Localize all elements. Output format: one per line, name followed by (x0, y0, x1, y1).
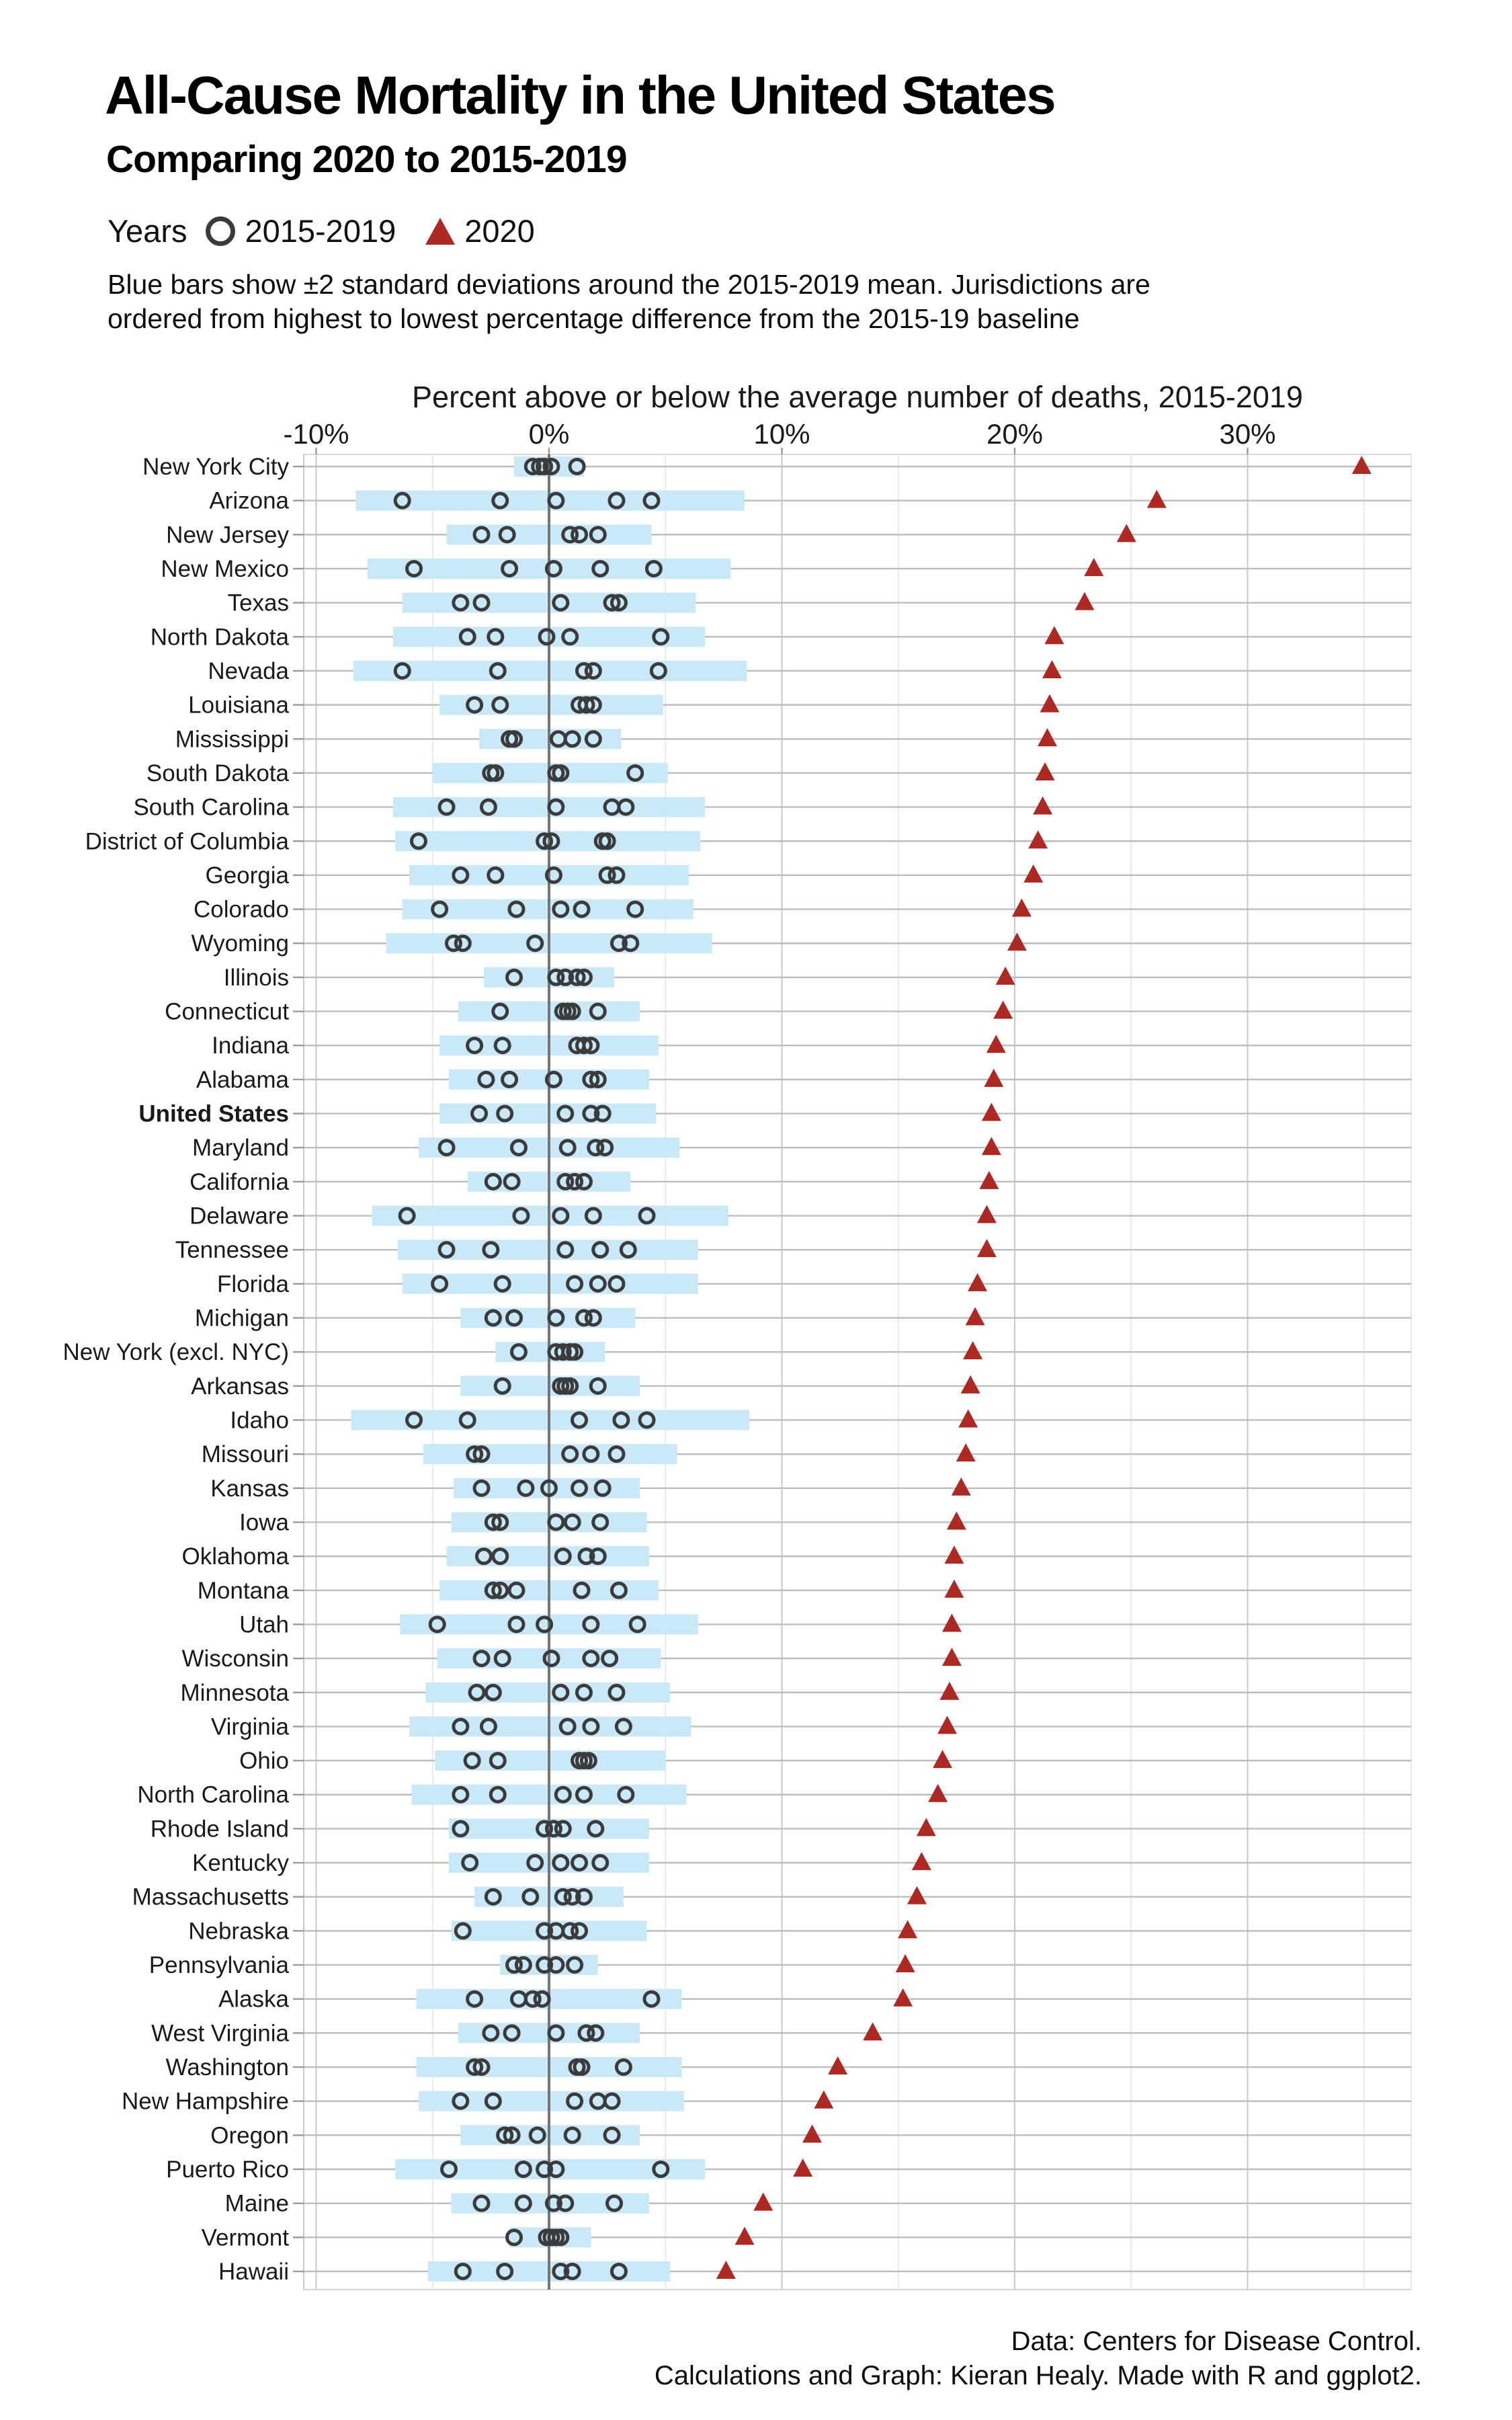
marker-2020-triangle (898, 1920, 917, 1938)
row-label: Idaho (230, 1407, 289, 1434)
row-label: North Carolina (137, 1781, 289, 1808)
row-label: South Dakota (146, 760, 289, 787)
marker-2020-triangle (1044, 626, 1064, 644)
marker-2020-triangle (961, 1375, 980, 1394)
marker-2020-triangle (933, 1750, 952, 1768)
x-tick-label: 10% (753, 418, 810, 450)
marker-2020-triangle (963, 1341, 982, 1359)
x-tick-label: 20% (986, 418, 1044, 450)
row-label: Iowa (239, 1509, 289, 1536)
marker-2020-triangle (996, 967, 1015, 985)
legend-label-2020: 2020 (464, 213, 535, 249)
row-label: Tennessee (175, 1237, 289, 1264)
marker-2020-triangle (956, 1443, 976, 1461)
row-label: New Mexico (161, 555, 289, 582)
marker-2020-triangle (1352, 456, 1372, 474)
marker-2020-triangle (1117, 524, 1136, 542)
marker-2020-triangle (828, 2056, 847, 2074)
x-tick-label: -10% (283, 418, 349, 450)
legend-label-2015-2019: 2015-2019 (245, 213, 396, 249)
marker-2020-triangle (1038, 728, 1057, 746)
row-label: Missouri (201, 1441, 289, 1468)
marker-2020-triangle (814, 2091, 833, 2109)
row-label: Nebraska (188, 1918, 289, 1945)
caption-note-line1: Blue bars show ±2 standard deviations around the 2015-2019 mean. Jurisdictions are (108, 269, 1150, 300)
marker-2020-triangle (753, 2193, 773, 2211)
marker-2020-triangle (863, 2022, 882, 2040)
legend-title: Years (108, 213, 187, 249)
row-label: Colorado (193, 896, 289, 923)
marker-2020-triangle (1033, 797, 1052, 815)
marker-2020-triangle (979, 1171, 999, 1189)
row-label: New Hampshire (122, 2088, 289, 2115)
row-label: Hawaii (218, 2258, 289, 2285)
row-label: New York City (142, 454, 289, 480)
marker-2020-triangle (958, 1409, 978, 1427)
marker-2020-triangle (977, 1205, 997, 1223)
row-label: District of Columbia (85, 828, 289, 855)
row-label: Puerto Rico (166, 2156, 289, 2183)
row-label: Oklahoma (181, 1543, 289, 1570)
row-label: Arizona (209, 487, 289, 514)
row-label: Maryland (192, 1135, 289, 1162)
marker-2020-triangle (982, 1137, 1001, 1155)
marker-2020-triangle (939, 1682, 959, 1700)
row-label: United States (138, 1100, 289, 1127)
marker-2020-triangle (937, 1716, 957, 1734)
x-tick-label: 0% (528, 418, 570, 450)
row-label: Vermont (201, 2224, 289, 2251)
marker-2020-triangle (1040, 694, 1059, 713)
row-label: Alaska (218, 1986, 289, 2013)
marker-2020-triangle (944, 1545, 964, 1564)
marker-2020-triangle (716, 2261, 736, 2279)
row-label: New Jersey (166, 522, 289, 549)
marker-2020-triangle (947, 1511, 966, 1529)
marker-2020-triangle (893, 1988, 913, 2007)
row-label: West Virginia (151, 2020, 289, 2047)
marker-2020-triangle (984, 1069, 1003, 1087)
marker-2020-triangle (1084, 558, 1103, 576)
row-label: Nevada (208, 657, 289, 684)
marker-2020-triangle (907, 1886, 927, 1904)
marker-2020-triangle (942, 1613, 962, 1631)
source-credit-line2: Calculations and Graph: Kieran Healy. Made with R and ggplot2. (654, 2361, 1422, 2390)
caption-note-line2: ordered from highest to lowest percentage difference from the 2015-19 baseline (108, 303, 1080, 334)
x-axis-title: Percent above or below the average number of deaths, 2015-2019 (412, 380, 1303, 414)
marker-2020-triangle (966, 1307, 985, 1326)
row-label: Illinois (223, 964, 289, 991)
marker-2020-triangle (977, 1239, 997, 1257)
row-label: Wyoming (191, 930, 289, 957)
row-label: North Dakota (150, 624, 289, 651)
row-label: Oregon (210, 2122, 289, 2149)
row-label: Ohio (239, 1748, 289, 1775)
x-tick-label: 30% (1219, 418, 1276, 450)
marker-2020-triangle (1147, 490, 1167, 508)
row-label: Connecticut (165, 998, 289, 1025)
marker-2020-triangle (917, 1818, 936, 1836)
marker-2020-triangle (993, 1001, 1013, 1019)
row-label: Wisconsin (181, 1646, 289, 1672)
marker-2020-triangle (1007, 932, 1027, 951)
row-label: Utah (239, 1611, 289, 1638)
marker-2020-triangle (735, 2226, 755, 2245)
marker-2020-triangle (912, 1852, 931, 1870)
row-label: Kentucky (192, 1850, 289, 1877)
row-label: Georgia (205, 862, 289, 889)
marker-2020-triangle (968, 1273, 987, 1291)
row-label: Indiana (212, 1033, 289, 1059)
row-label: New York (excl. NYC) (62, 1339, 289, 1366)
marker-2020-triangle (986, 1035, 1006, 1053)
page-subtitle: Comparing 2020 to 2015-2019 (106, 138, 627, 181)
source-credit-line1: Data: Centers for Disease Control. (1011, 2327, 1422, 2356)
row-label: South Carolina (133, 794, 289, 821)
row-label: Montana (197, 1577, 289, 1604)
page-title: All-Cause Mortality in the United States (105, 65, 1055, 125)
row-label: Minnesota (180, 1679, 289, 1706)
row-label: Michigan (194, 1305, 289, 1332)
row-label: Rhode Island (150, 1816, 289, 1843)
row-label: Virginia (210, 1713, 289, 1740)
row-label: Florida (217, 1270, 289, 1297)
row-label: California (190, 1168, 289, 1195)
row-label: Kansas (210, 1475, 289, 1502)
row-label: Texas (227, 590, 289, 616)
row-label: Mississippi (175, 726, 289, 753)
marker-2020-triangle (1075, 592, 1094, 610)
marker-2020-triangle (802, 2124, 822, 2142)
marker-2020-triangle (1036, 762, 1055, 780)
marker-2020-triangle (793, 2159, 812, 2177)
row-label: Washington (165, 2054, 289, 2081)
marker-2020-triangle (952, 1478, 971, 1496)
marker-2020-triangle (928, 1784, 948, 1802)
marker-2020-triangle (1042, 660, 1062, 678)
row-label: Maine (224, 2190, 289, 2217)
marker-2020-triangle (1023, 864, 1043, 883)
marker-2020-triangle (982, 1103, 1001, 1121)
marker-2020-triangle (944, 1580, 964, 1598)
row-label: Pennsylvania (149, 1952, 289, 1979)
row-label: Louisiana (188, 692, 289, 719)
row-label: Massachusetts (132, 1884, 289, 1910)
source-credit (655, 2325, 1422, 2393)
row-label: Alabama (196, 1066, 289, 1093)
marker-2020-triangle (1028, 830, 1048, 848)
marker-2020-triangle (942, 1648, 962, 1666)
row-label: Delaware (190, 1203, 289, 1229)
row-label: Arkansas (191, 1373, 289, 1400)
